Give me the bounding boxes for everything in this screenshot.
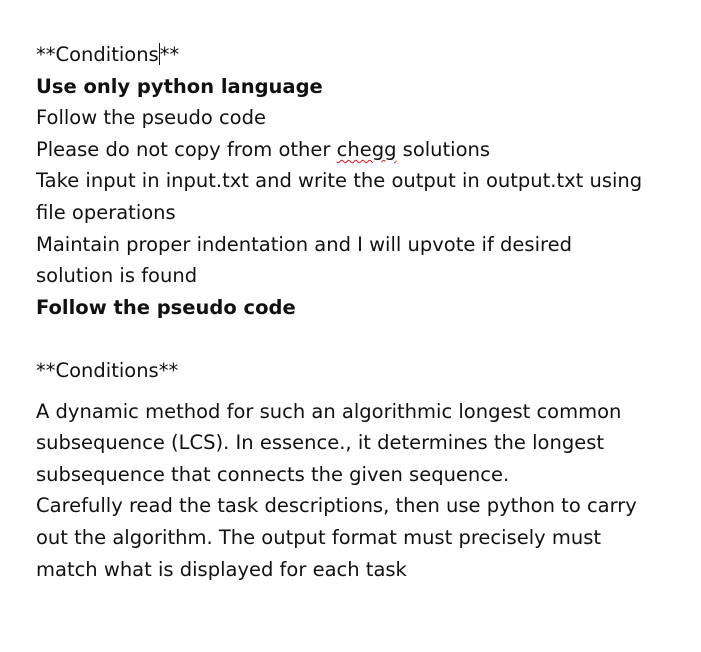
requirement-python-only: Use only python language [36, 74, 323, 98]
document-body[interactable] [36, 39, 676, 585]
requirement-file-io-line1: Take input in input.txt and write the output in output.txt using [36, 169, 643, 193]
requirement-follow-pseudo-bold: Follow the pseudo code [36, 295, 296, 319]
requirement-indentation-line2: solution is found [36, 264, 198, 288]
requirement-no-copy [36, 134, 676, 166]
conditions-heading-top [36, 39, 676, 71]
requirement-no-copy-text: Please do not copy from other [36, 137, 337, 161]
conditions-heading-bottom: **Conditions** [36, 358, 179, 382]
description-line: out the algorithm. The output format must precisely must [36, 525, 602, 549]
description-line: Carefully read the task descriptions, then use python to carry [36, 494, 637, 518]
requirement-file-io-line2: file operations [36, 200, 176, 224]
blank-line [36, 323, 676, 355]
requirement-indentation-line1: Maintain proper indentation and I will upvote if desired [36, 232, 572, 256]
description-line: subsequence (LCS). In essence., it determines the longest [36, 431, 604, 455]
requirement-follow-pseudo: Follow the pseudo code [36, 106, 266, 130]
conditions-heading-suffix: ** [159, 43, 180, 66]
paragraph-spacer [36, 387, 676, 396]
requirement-no-copy-tail: solutions [396, 137, 491, 161]
description-line: match what is displayed for each task [36, 557, 407, 581]
conditions-heading-text: **Conditions [36, 43, 159, 66]
description-line: subsequence that connects the given sequence. [36, 462, 510, 486]
spellcheck-flagged-word[interactable]: chegg [336, 137, 397, 161]
description-line: A dynamic method for such an algorithmic longest common [36, 399, 622, 423]
